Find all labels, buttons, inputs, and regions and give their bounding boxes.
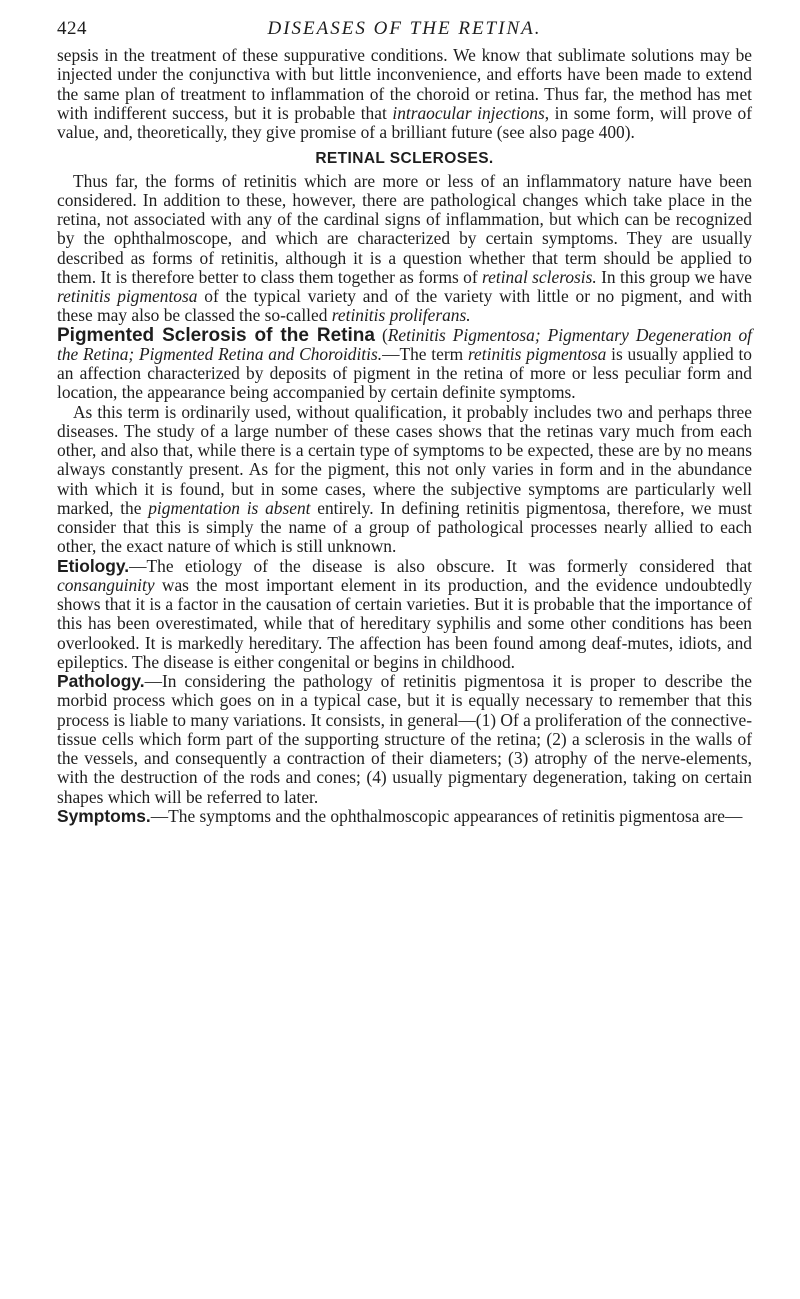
paragraph-intro-scleroses [57,172,752,326]
italic-term: retinal sclerosis. [482,266,597,287]
italic-term: Retinitis Pigmentosa; Pigmentary Degeneration of the Retina; Pigmented Retina and Choroiditis. [57,324,752,364]
run-in-heading-symptoms: Symptoms. [57,805,151,826]
running-title: DISEASES OF THE RETINA. [267,18,542,39]
text-run: entirely. In defining retinitis pigmentosa, therefore, we must consider that this is simply the name of a group of pathological processes nearly allied to each other, the exact nature of which is still unknown. [57,497,752,557]
body-text [57,46,752,826]
italic-term: intraocular injections [392,102,545,123]
text-run: of the typical variety and of the variety with little or no pigment, and with these may also be classed the so-called [57,286,752,326]
paragraph-pigmented-sclerosis [57,326,752,403]
subsection-heading: Pigmented Sclerosis of the Retina [57,324,375,346]
text-run: —The term [382,343,468,364]
italic-term: pigmentation is absent [148,497,311,518]
run-in-heading-pathology: Pathology. [57,671,145,691]
paragraph-pathology [57,672,752,807]
text-run: —In considering the pathology of retinitis pigmentosa it is proper to describe the morbid process which goes on in a typical case, but it is equally necessary to remember that this process is liable to many variations. It consists, in general—(1) Of a proliferation of the connective-tissue cells which form part of the supporting structure of the retina; (2) a sclerosis in the walls of the vessels, and consequently a contraction of their diameters; (3) atrophy of the nerve-elements, with the destruction of the rods and cones; (4) usually pigmentary degeneration, taking on certain shapes which will be referred to later. [57,671,752,807]
italic-term: consanguinity [57,574,155,595]
italic-term: retinitis pigmentosa [467,343,607,364]
italic-term: retinitis pigmentosa [57,286,198,306]
text-run: —The symptoms and the ophthalmoscopic appearances of retinitis pigmentosa are— [150,805,743,826]
running-head [57,10,752,46]
text-run: sepsis in the treatment of these suppurative conditions. We know that sublimate solutions may be injected under the conjunctiva with but little inconvenience, and efforts have been made to extend the same plan of treatment to inflammation of the choroid or retina. Thus far, the method has met with indifferent success, but it is probable that [57,45,752,123]
text-run: As this term is ordinarily used, without qualification, it probably includes two and perhaps three diseases. The study of a large number of these cases shows that the retinas vary much from each other, and also that, while there is a certain type of symptoms to be expected, these are by no means always constantly present. As for the pigment, this not only varies in form and in the abundance with which it is found, but in some cases, where the subjective symptoms are particularly well marked, the [57,401,752,518]
run-in-heading-etiology: Etiology. [57,555,130,576]
paragraph-definition [57,403,752,557]
text-run: Thus far, the forms of retinitis which are more or less of an inflammatory nature have been considered. In addition to these, however, there are pathological changes which take place in the retina, not associated with any of the cardinal signs of inflammation, but which can be recognized by the ophthalmoscope, and which are characterized by certain symptoms. They are usually described as forms of retinitis, although it is a question whether that term should be applied to them. It is therefore better to class them together as forms of [57,170,752,287]
italic-term: retinitis proliferans. [331,305,471,326]
text-run: —The etiology of the disease is also obscure. It was formerly considered that [129,555,752,576]
paragraph-symptoms [57,807,752,826]
text-run: , in some form, will prove of value, and, theoretically, they give promise of a brilliant future (see also page 400). [57,102,752,142]
text-run: is usually applied to an affection characterized by deposits of pigment in the retina of more or less peculiar form and location, the appearance being accompanied by certain definite symptoms. [57,343,752,403]
section-heading: RETINAL SCLEROSES. [315,150,494,168]
text-run: ( [374,324,388,345]
paragraph-etiology [57,557,752,673]
text-run: was the most important element in its production, and the evidence undoubtedly shows that it is a factor in the causation of certain varieties. But it is probable that the importance of this has been overestimated, while that of hereditary syphilis and some other conditions has been overlooked. It is markedly hereditary. The affection has been found among deaf-mutes, idiots, and epileptics. The disease is either congenital or begins in childhood. [57,574,752,672]
paragraph-continuation [57,46,752,142]
book-page [57,10,752,826]
page-number: 424 [57,18,87,39]
text-run: In this group we have [596,266,753,287]
